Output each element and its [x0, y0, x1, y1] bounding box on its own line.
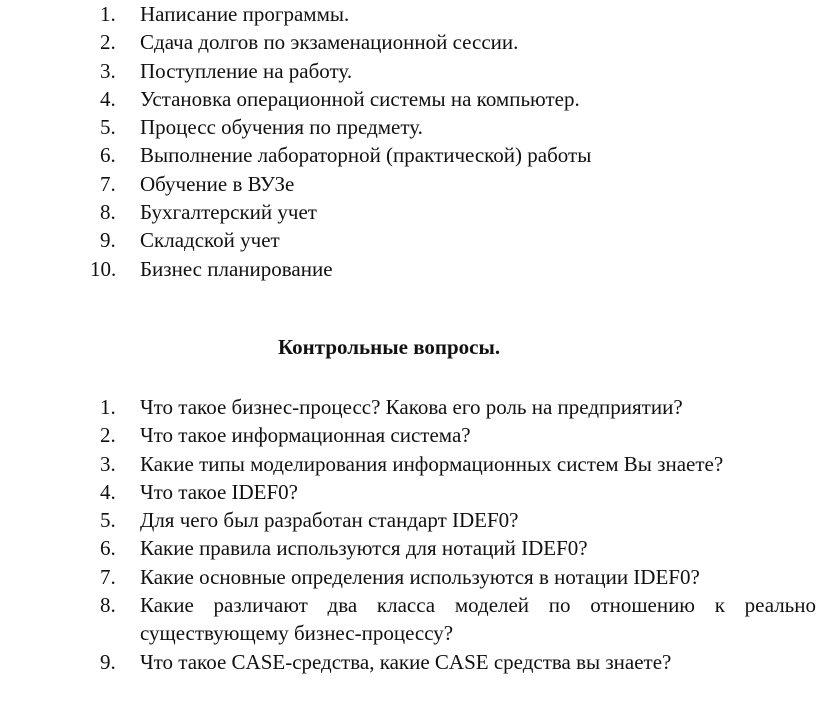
- section-heading-text: Контрольные вопросы.: [278, 335, 501, 359]
- item-text: Для чего был разработан стандарт IDEF0?: [140, 508, 519, 533]
- item-text: Сдача долгов по экзаменационной сессии.: [140, 30, 519, 55]
- item-number: 5.: [100, 115, 116, 140]
- item-text: Написание программы.: [140, 2, 350, 26]
- item-number: 2.: [100, 423, 116, 448]
- item-number: 4.: [100, 86, 116, 111]
- item-number: 8.: [100, 200, 116, 225]
- item-text: Установка операционной системы на компьютер.: [140, 86, 580, 111]
- item-text: Что такое информационная система?: [140, 423, 471, 448]
- item-text: Какие правила используются для нотаций IDEF0?: [140, 536, 588, 561]
- item-number: 6.: [100, 143, 116, 168]
- item-number: 5.: [100, 508, 116, 533]
- item-number: 10.: [90, 256, 117, 281]
- item-number: 6.: [100, 536, 116, 561]
- item-number: 8.: [100, 593, 116, 618]
- item-number: 1.: [100, 395, 116, 419]
- item-text: Что такое CASE-средства, какие CASE средства вы знаете?: [140, 649, 672, 674]
- item-number: 9.: [100, 649, 116, 674]
- item-number: 3.: [100, 451, 116, 476]
- item-text: Обучение в ВУЗе: [140, 171, 295, 196]
- item-number: 1.: [100, 2, 116, 26]
- item-text: Бизнес планирование: [140, 256, 333, 281]
- item-number: 7.: [100, 171, 116, 196]
- item-text: Поступление на работу.: [140, 58, 353, 83]
- item-text: Что такое бизнес-процесс? Какова его роль на предприятии?: [140, 395, 683, 419]
- item-number: 7.: [100, 564, 116, 589]
- item-text: Какие типы моделирования информационных систем Вы знаете?: [140, 451, 724, 476]
- item-number: 2.: [100, 30, 116, 55]
- item-text: Бухгалтерский учет: [140, 200, 317, 225]
- item-text-continuation: существующему бизнес-процессу?: [140, 621, 454, 646]
- item-text: Какие основные определения используются в нотации IDEF0?: [140, 564, 700, 589]
- item-text: Складской учет: [140, 228, 280, 253]
- item-number: 3.: [100, 58, 116, 83]
- item-text: Что такое IDEF0?: [140, 479, 299, 504]
- item-text: Процесс обучения по предмету.: [140, 115, 423, 140]
- item-number: 9.: [100, 228, 116, 253]
- item-text: Выполнение лабораторной (практической) работы: [140, 143, 592, 168]
- item-text: Какие различают два класса моделей по отношению к реально: [140, 593, 816, 618]
- item-number: 4.: [100, 479, 116, 504]
